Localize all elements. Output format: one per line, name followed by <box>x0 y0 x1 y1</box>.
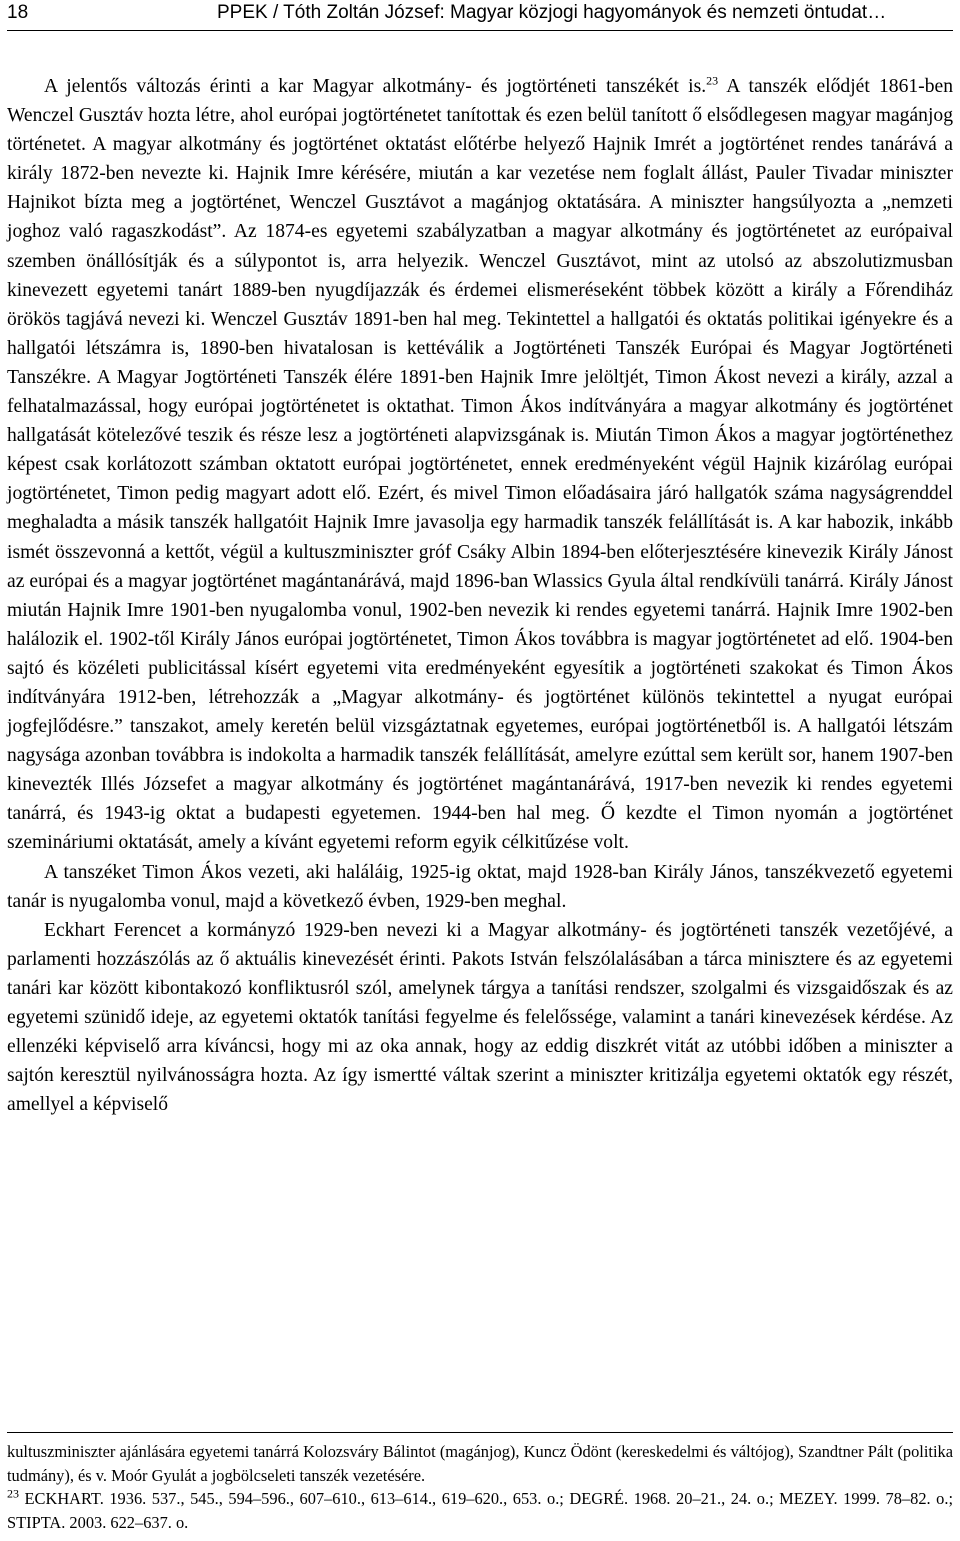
paragraph-2: A tanszéket Timon Ákos vezeti, aki haláláig, 1925-ig oktat, majd 1928-ban Király János, tanszékvezető egyetemi tanár is nyugalomba vonul, majd a következő évben, 1929-ben meghal. <box>7 861 953 912</box>
running-title: PPEK / Tóth Zoltán József: Magyar közjogi hagyományok és nemzeti öntudat… <box>217 2 887 23</box>
main-text <box>7 72 953 1119</box>
footnote-23-marker: 23 <box>7 1486 19 1501</box>
paragraph-1 <box>7 72 953 858</box>
page-number: 18 <box>7 2 29 23</box>
footnotes <box>7 1440 953 1534</box>
paragraph-1-text-rest: A tanszék elődjét 1861-ben Wenczel Gusztáv hozta létre, ahol európai jogtörténetet tanítottak és ezen belül tanított ő elsődlegesen magyar magánjog történetet. A magyar alkotmány és jogtörténet oktatást előtérbe helyező Hajnik Imrét a jogtörténet rendes tanárává a király 1872-ben nevezte ki. Hajnik Imre kérésére, miután a kar vezetése nem foglalt állást, Pauler Tivadar miniszter Hajnikot bízta meg a jogtörténet, Wenczel Gusztávot a magánjog oktatására. A miniszter hangsúlyozta a „nemzeti joghoz való ragaszkodást”. Az 1874-es egyetemi szabályzatban a magyar alkotmány és jogtörténetet az európaival szemben önállósítják és a súlypontot is, arra helyezik. Wenczel Gusztávot, mint az utolsó az abszolutizmusban kinevezett egyetemi tanárt 1889-ben nyugdíjazzák és érdemei elismeréseként többek között a király a Főrendiház örökös tagjává nevezi ki. Wenczel Gusztáv 1891-ben hal meg. Tekintettel a hallgatói és oktatás politikai igényekre és a hallgatói létszámra is, 1890-ben hivatalosan is kettéválik a Jogtörténeti Tanszék Európai és Magyar Jogtörténeti Tanszékre. A Magyar Jogtörténeti Tanszék élére 1891-ben Hajnik Imre jelöltjét, Timon Ákost nevezi a király, azzal a felhatalmazással, hogy európai jogtörténetet is oktathat. Timon Ákos indítványára a magyar alkotmány és jogtörténet hallgatását kötelezővé teszik és része lesz a jogtörténeti alapvizsgának is. Miután Timon Ákos a magyar jogtörténethez képest csak korlátozott számban oktatott európai jogtörténetet, ennek eredményeként végül Hajnik kizárólag európai jogtörténetet, Timon pedig magyart adott elő. Ezért, és mivel Timon előadásaira járó hallgatók száma nagyságrenddel meghaladta a másik tanszék hallgatóit Hajnik Imre javasolja egy harmadik tanszék felállítását is. A kar habozik, inkább ismét összevonná a kettőt, végül a kultuszminiszter gróf Csáky Albin 1894-ben előterjesztésére kinevezik Király Jánost az európai és a magyar jogtörténet magántanárává, majd 1896-ban Wlassics Gyula által rendkívüli tanárrá. Király Jánost miután Hajnik Imre 1901-ben nyugalomba vonul, 1902-ben nevezik ki rendes egyetemi tanárrá. Hajnik Imre 1902-ben halálozik el. 1902-től Király János európai jogtörténetet, Timon Ákos továbbra is magyar jogtörténetet ad elő. 1904-ben sajtó és közéleti publicitással kísért egyetemi vita eredményeként egyesítik a jogtörténeti szakokat és Timon Ákos indítványára 1912-ben, létrehozzák a „Magyar alkotmány- és jogtörténet különös tekintettel a nyugat európai jogfejlődésre.” tanszakot, amely keretén belül vizsgáztatnak egyetemes, európai jogtörténetből is. A hallgatói létszám nagysága azonban továbbra is indokolta a harmadik tanszék felállítását, amelyre ezúttal sem került sor, hanem 1907-ben kinevezték Illés Józsefet a magyar alkotmány és jogtörténet magántanárává, 1917-ben nevezik ki rendes egyetemi tanárrá, és 1943-ig oktat a budapesti egyetemen. 1944-ben hal meg. Ő kezdte el Timon nyomán a jogtörténet szemináriumi oktatását, amely a kívánt egyetemi reform egyik célkitűzése volt. <box>7 76 953 854</box>
paragraph-1-text-start: A jelentős változás érinti a kar Magyar alkotmány- és jogtörténeti tanszékét is. <box>44 76 707 97</box>
footnote-23 <box>7 1487 953 1534</box>
running-header <box>7 0 953 31</box>
footnote-23-text: ECKHART. 1936. 537., 545., 594–596., 607–610., 613–614., 619–620., 653. o.; DEGRÉ. 1968. 20–21., 24. o.; MEZEY. 1999. 78–82. o.; STIPTA. 2003. 622–637. o. <box>7 1489 953 1532</box>
footnote-continuation: kultuszminiszter ajánlására egyetemi tanárrá Kolozsváry Bálintot (magánjog), Kuncz Ödönt (kereskedelmi és váltójog), Szandtner Pált (politika tudmány), és v. Moór Gyulát a jogbölcseleti tanszék vezetésére. <box>7 1442 953 1485</box>
footnote-divider <box>7 1432 953 1433</box>
footnote-ref-23: 23 <box>706 73 719 88</box>
paragraph-3: Eckhart Ferencet a kormányzó 1929-ben nevezi ki a Magyar alkotmány- és jogtörténeti tanszék vezetőjévé, a parlamenti hozzászólás az ő aktuális kinevezését érinti. Pakots István felszólalásában a tárca minisztere és az egyetemi tanári kar között kibontakozó konfliktusról szól, amelynek tárgya a tanítási rendszer, szolgalmi és vizsgaidőszak és az egyetemi szünidő ideje, az egyetemi oktatók tanítási fegyelme és felelőssége, valamint a tanári kinevezések kérdése. Az ellenzéki képviselő arra kíváncsi, hogy mi az oka annak, hogy az eddig diszkrét vitát az utóbbi időben a miniszter a sajtón keresztül nyilvánosságra hozta. Az így ismertté váltak szerint a miniszter kritizálja egyetemi oktatók egy részét, amellyel a képviselő <box>7 919 953 1116</box>
